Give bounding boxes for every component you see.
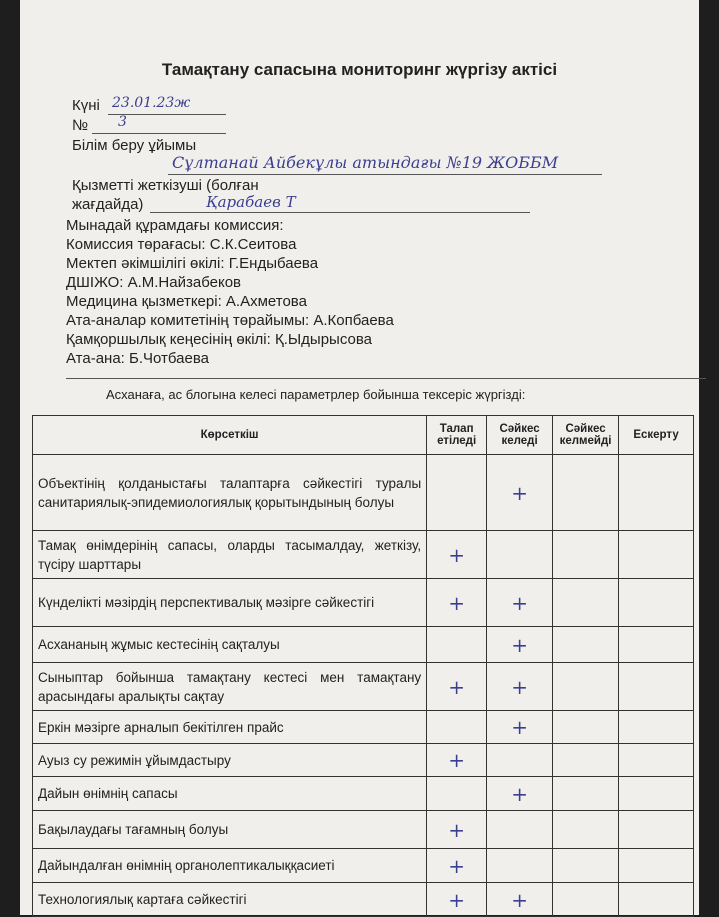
compliant-mark: + — [487, 579, 553, 627]
table-row — [33, 811, 694, 849]
required-mark — [427, 711, 487, 744]
note-cell — [619, 777, 694, 811]
commission-admin: Мектеп әкімшілігі өкілі: Г.Ендыбаева — [66, 255, 319, 272]
table-row — [33, 711, 694, 744]
compliant-mark: + — [487, 883, 553, 917]
indicator-cell: Бақылаудағы тағамның болуы — [33, 811, 427, 849]
number-value: 3 — [118, 114, 127, 130]
noncompliant-mark — [553, 711, 619, 744]
table-row — [33, 455, 694, 531]
noncompliant-mark — [553, 455, 619, 531]
indicator-cell: Еркін мәзірге арналып бекітілген прайс — [33, 711, 427, 744]
table-row — [33, 849, 694, 883]
indicator-cell: Күнделікті мәзірдің перспективалық мәзірге сәйкестігі — [33, 579, 427, 627]
required-mark: + — [427, 811, 487, 849]
noncompliant-mark — [553, 744, 619, 777]
indicator-cell: Дайындалған өнімнің органолептикалыққасиеті — [33, 849, 427, 883]
noncompliant-mark — [553, 531, 619, 579]
header-compliant: Сәйкес келеді — [487, 416, 553, 455]
commission-dshizho: ДШІЖО: А.М.Найзабеков — [66, 274, 242, 291]
compliant-mark: + — [487, 663, 553, 711]
compliant-mark — [487, 849, 553, 883]
note-cell — [619, 744, 694, 777]
noncompliant-mark — [553, 811, 619, 849]
date-label: Күні — [72, 97, 100, 114]
noncompliant-mark — [553, 663, 619, 711]
required-mark — [427, 455, 487, 531]
table-row — [33, 531, 694, 579]
supplier-label-line1: Қызметті жеткізуші (болған — [72, 177, 259, 194]
noncompliant-mark — [553, 627, 619, 663]
commission-chair: Комиссия төрағасы: С.К.Сеитова — [66, 236, 297, 253]
org-underline — [168, 174, 602, 175]
indicator-cell: Технологиялық картаға сәйкестігі — [33, 883, 427, 917]
compliant-mark — [487, 531, 553, 579]
indicator-cell: Дайын өнімнің сапасы — [33, 777, 427, 811]
org-label: Білім беру ұйымы — [72, 137, 197, 154]
supplier-label-line2: жағдайда) — [72, 196, 144, 213]
inspection-intro: Асханаға, ас блогына келесі параметрлер бойынша тексеріс жүргізді: — [106, 387, 526, 402]
note-cell — [619, 579, 694, 627]
table-row — [33, 777, 694, 811]
required-mark — [427, 777, 487, 811]
noncompliant-mark — [553, 777, 619, 811]
noncompliant-mark — [553, 883, 619, 917]
indicator-cell: Тамақ өнімдерінің сапасы, оларды тасымалдау, жеткізу, түсіру шарттары — [33, 531, 427, 579]
inspection-table — [32, 415, 694, 917]
indicator-cell: Сыныптар бойынша тамақтану кестесі мен тамақтану арасындағы аралықты сақтау — [33, 663, 427, 711]
required-mark: + — [427, 849, 487, 883]
commission-medic: Медицина қызметкері: А.Ахметова — [66, 293, 307, 310]
note-cell — [619, 627, 694, 663]
noncompliant-mark — [553, 579, 619, 627]
note-cell — [619, 883, 694, 917]
compliant-mark — [487, 811, 553, 849]
number-label: № — [72, 117, 89, 134]
indicator-cell: Асхананың жұмыс кестесінің сақталуы — [33, 627, 427, 663]
date-value: 23.01.23ж — [112, 95, 191, 111]
compliant-mark: + — [487, 627, 553, 663]
header-noncompliant: Сәйкес келмейді — [553, 416, 619, 455]
compliant-mark: + — [487, 711, 553, 744]
required-mark: + — [427, 883, 487, 917]
note-cell — [619, 811, 694, 849]
header-indicator: Көрсеткіш — [33, 416, 427, 455]
commission-parent-committee: Ата-аналар комитетінің төрайымы: А.Копбаева — [66, 312, 394, 329]
note-cell — [619, 663, 694, 711]
commission-parent: Ата-ана: Б.Чотбаева — [66, 350, 209, 367]
compliant-mark: + — [487, 455, 553, 531]
indicator-cell: Ауыз су режимін ұйымдастыру — [33, 744, 427, 777]
number-underline — [92, 133, 226, 134]
commission-trustee: Қамқоршылық кеңесінің өкілі: Қ.Ыдырысова — [66, 331, 372, 348]
table-row — [33, 883, 694, 917]
table-header-row — [33, 416, 694, 455]
table-row — [33, 663, 694, 711]
supplier-underline — [150, 212, 530, 213]
commission-intro: Мынадай құрамдағы комиссия: — [66, 217, 284, 234]
note-cell — [619, 531, 694, 579]
required-mark: + — [427, 531, 487, 579]
required-mark: + — [427, 663, 487, 711]
document-title: Тамақтану сапасына мониторинг жүргізу актісі — [161, 60, 558, 79]
note-cell — [619, 455, 694, 531]
table-row — [33, 579, 694, 627]
supplier-value: Қарабаев Т — [206, 193, 296, 211]
required-mark — [427, 627, 487, 663]
required-mark: + — [427, 579, 487, 627]
table-row — [33, 627, 694, 663]
noncompliant-mark — [553, 849, 619, 883]
separator-line — [66, 378, 706, 379]
note-cell — [619, 849, 694, 883]
table-row — [33, 744, 694, 777]
compliant-mark — [487, 744, 553, 777]
compliant-mark: + — [487, 777, 553, 811]
header-required: Талап етіледі — [427, 416, 487, 455]
indicator-cell: Объектінің қолданыстағы талаптарға сәйкестігі туралы санитариялық-эпидемиологиялық қорытындының болуы — [33, 455, 427, 531]
note-cell — [619, 711, 694, 744]
header-note: Ескерту — [619, 416, 694, 455]
required-mark: + — [427, 744, 487, 777]
org-value: Сұлтанай Айбекұлы атындағы №19 ЖОББМ — [172, 153, 559, 172]
